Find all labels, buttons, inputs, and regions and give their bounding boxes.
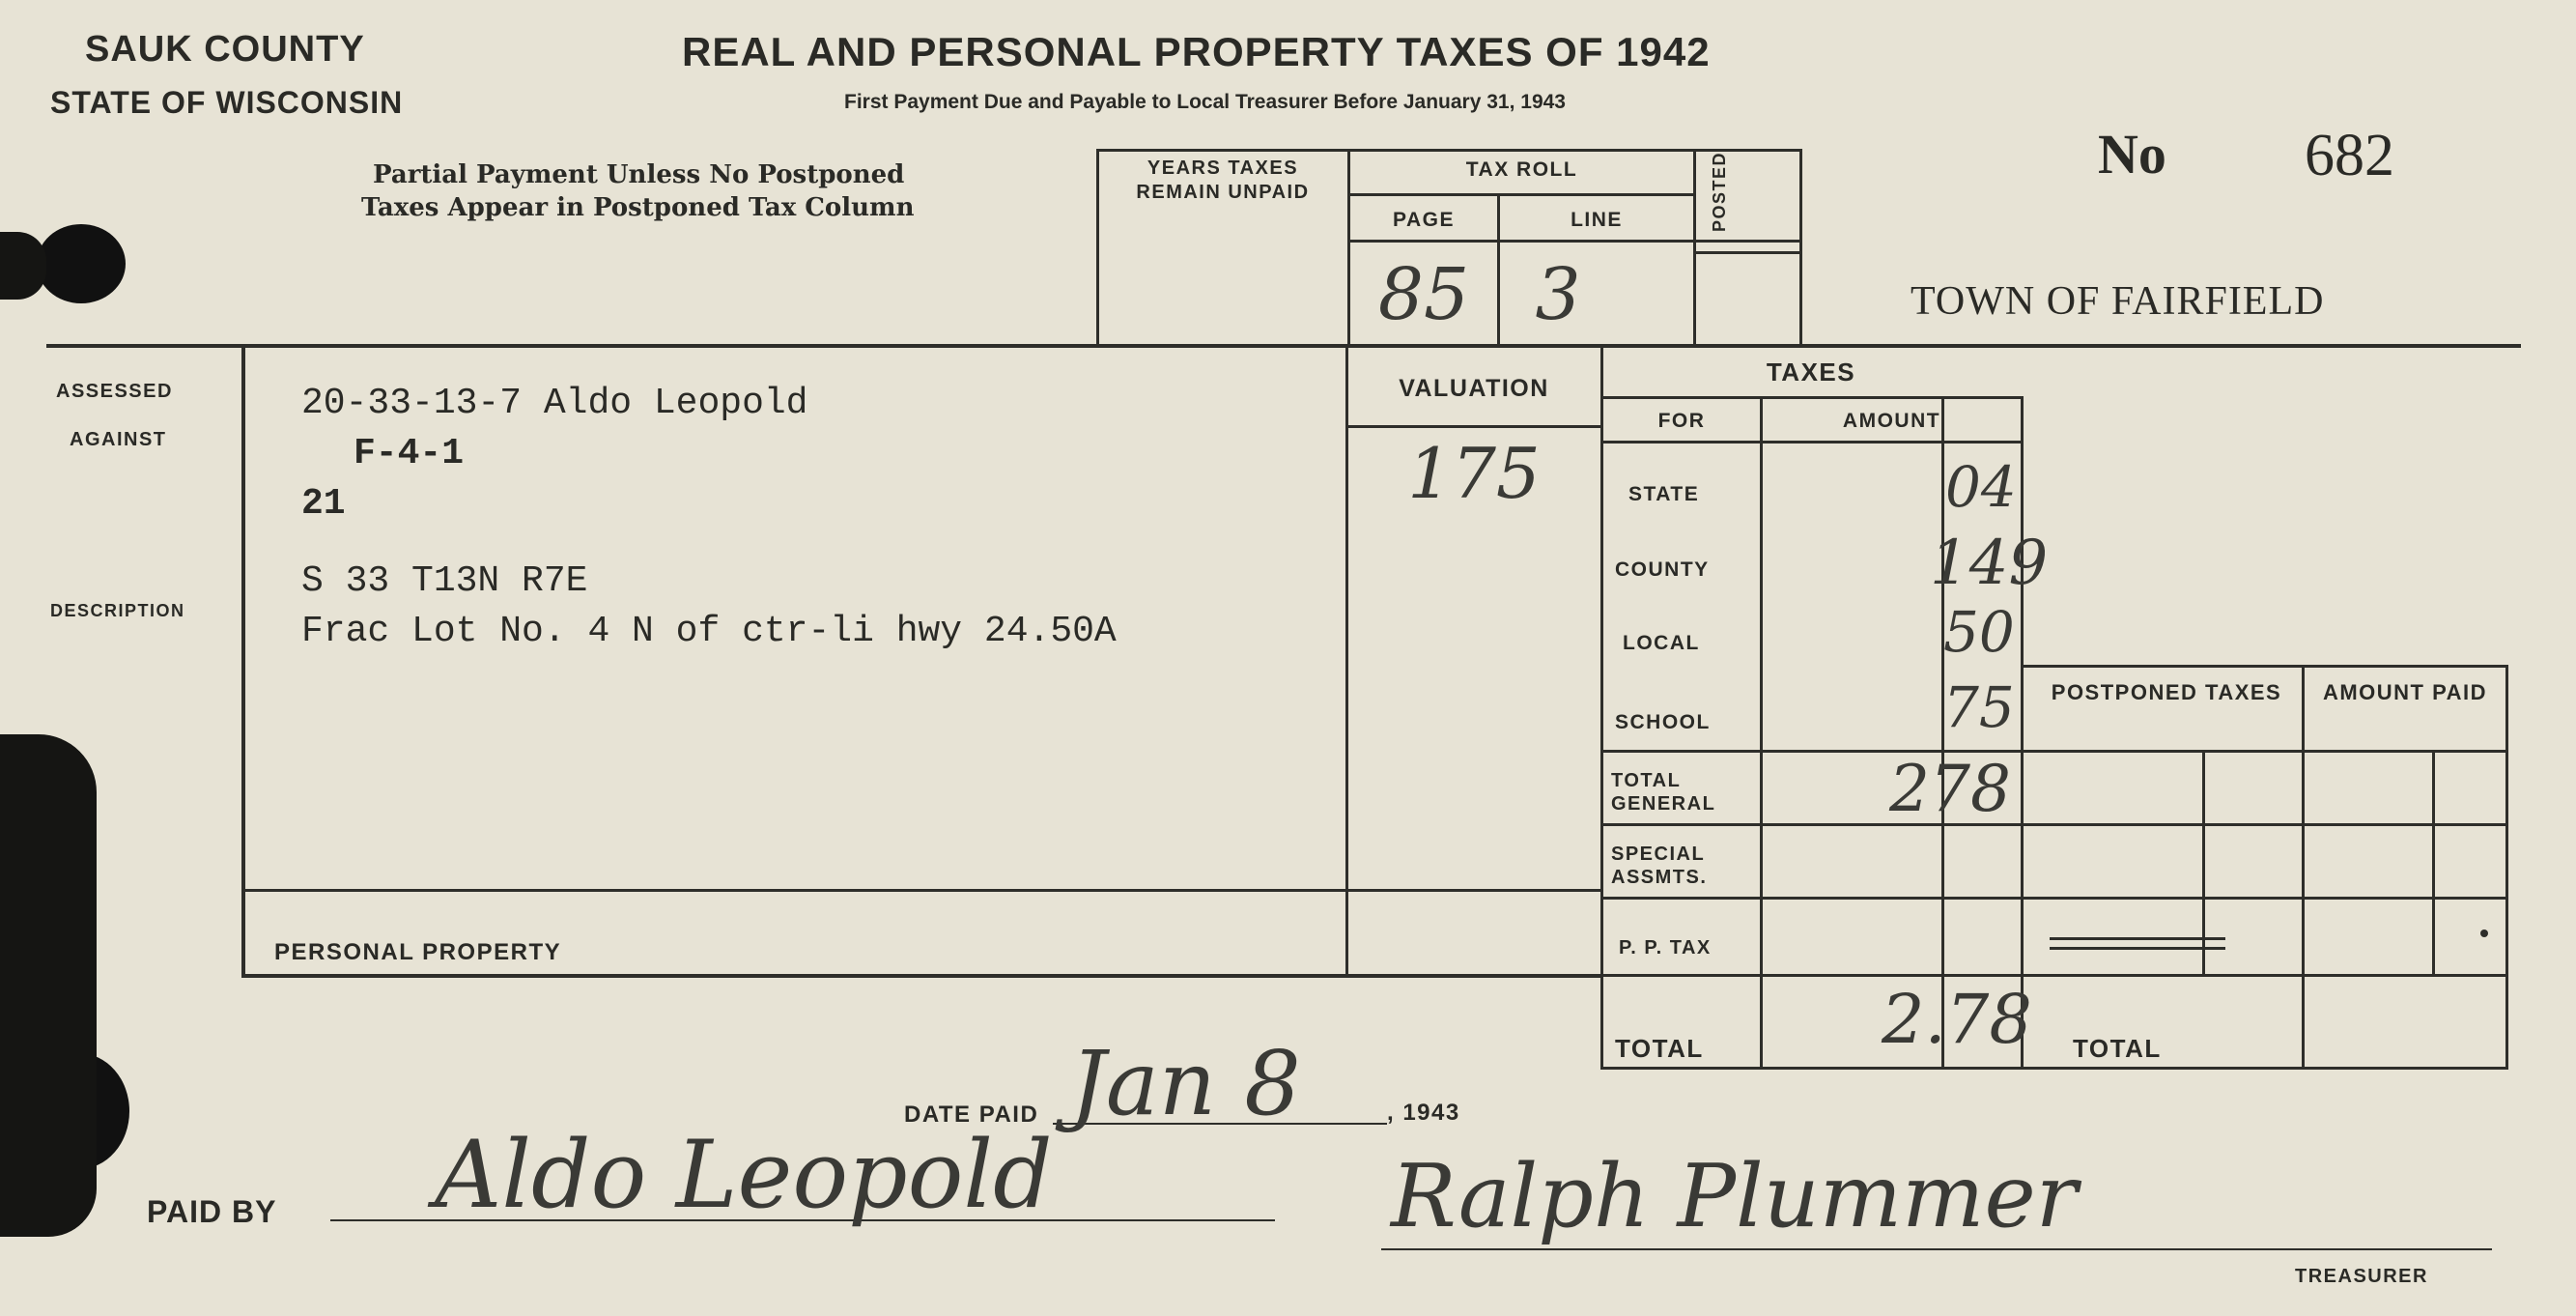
personal-property-label: PERSONAL PROPERTY xyxy=(274,939,562,965)
amount-paid-label: AMOUNT PAID xyxy=(2322,680,2488,704)
school-tax-label: SCHOOL xyxy=(1615,711,1711,733)
total-amount: 2.78 xyxy=(1882,980,2032,1059)
taxes-label: TAXES xyxy=(1766,358,1856,386)
date-paid-value: Jan 8 xyxy=(1070,1032,1301,1135)
date-year-suffix: , 1943 xyxy=(1387,1100,1460,1126)
taxes-total-label: TOTAL xyxy=(1615,1034,1704,1063)
ink-stain xyxy=(0,734,97,1237)
special-assessments-label: SPECIAL ASSMTS. xyxy=(1611,844,1708,888)
years-unpaid-label: YEARS TAXES REMAIN UNPAID xyxy=(1136,157,1310,203)
valuation-value: 175 xyxy=(1407,433,1541,514)
section-township-range: S 33 T13N R7E xyxy=(301,560,588,602)
receipt-number-label: No xyxy=(2098,123,2166,186)
against-label: AGAINST xyxy=(70,429,167,450)
posted-label: POSTED xyxy=(1710,151,1729,232)
line-label: LINE xyxy=(1571,209,1623,231)
local-tax-label: LOCAL xyxy=(1623,632,1700,654)
state-tax-label: STATE xyxy=(1628,483,1700,505)
treasurer-label: TREASURER xyxy=(2295,1266,2428,1287)
county-tax-label: COUNTY xyxy=(1615,558,1710,581)
postponed-taxes-label: POSTPONED TAXES xyxy=(2051,680,2282,704)
total-general-label: TOTAL GENERAL xyxy=(1611,770,1716,815)
payment-due-subtitle: First Payment Due and Payable to Local Treasurer Before January 31, 1943 xyxy=(844,91,1566,113)
school-tax-amount: 75 xyxy=(1943,674,2015,740)
county-tax-amount: 149 xyxy=(1930,528,2049,599)
valuation-label: VALUATION xyxy=(1399,375,1549,402)
county-name: SAUK COUNTY xyxy=(85,29,365,70)
state-tax-amount: 04 xyxy=(1945,454,2017,520)
page-label: PAGE xyxy=(1393,209,1455,231)
tax-roll-label: TAX ROLL xyxy=(1465,158,1578,181)
taxes-amount-label: AMOUNT xyxy=(1842,410,1941,432)
pp-tax-label: P. P. TAX xyxy=(1619,937,1712,958)
ink-stain-left-edge xyxy=(0,232,46,300)
taxes-for-label: FOR xyxy=(1657,410,1706,432)
page-title: REAL AND PERSONAL PROPERTY TAXES OF 1942 xyxy=(682,29,1711,74)
tax-roll-line-value: 3 xyxy=(1535,253,1581,336)
partial-payment-note-line2: Taxes Appear in Postponed Tax Column xyxy=(361,193,915,222)
ink-dot xyxy=(2480,930,2488,937)
paid-by-label: PAID BY xyxy=(147,1194,277,1229)
tax-roll-page-value: 85 xyxy=(1377,253,1470,336)
parcel-owner-line: 20-33-13-7 Aldo Leopold xyxy=(301,383,808,424)
parcel-number-line: 21 xyxy=(301,483,346,525)
postponed-total-label: TOTAL xyxy=(2073,1034,2162,1063)
receipt-number: 682 xyxy=(2305,123,2394,188)
total-general-amount: 278 xyxy=(1889,752,2011,826)
payer-signature: Aldo Leopold xyxy=(435,1121,1053,1229)
parcel-code-line: F-4-1 xyxy=(354,433,465,474)
state-name: STATE OF WISCONSIN xyxy=(50,85,404,120)
date-paid-label: DATE PAID xyxy=(904,1101,1039,1128)
binder-hole-top xyxy=(37,224,126,303)
treasurer-signature: Ralph Plummer xyxy=(1391,1146,2078,1247)
legal-description: Frac Lot No. 4 N of ctr-li hwy 24.50A xyxy=(301,611,1117,652)
town-name: TOWN OF FAIRFIELD xyxy=(1911,279,2325,324)
local-tax-amount: 50 xyxy=(1943,599,2015,665)
assessed-label: ASSESSED xyxy=(56,381,173,402)
partial-payment-note-line1: Partial Payment Unless No Postponed xyxy=(373,160,905,189)
description-label: DESCRIPTION xyxy=(50,601,185,620)
